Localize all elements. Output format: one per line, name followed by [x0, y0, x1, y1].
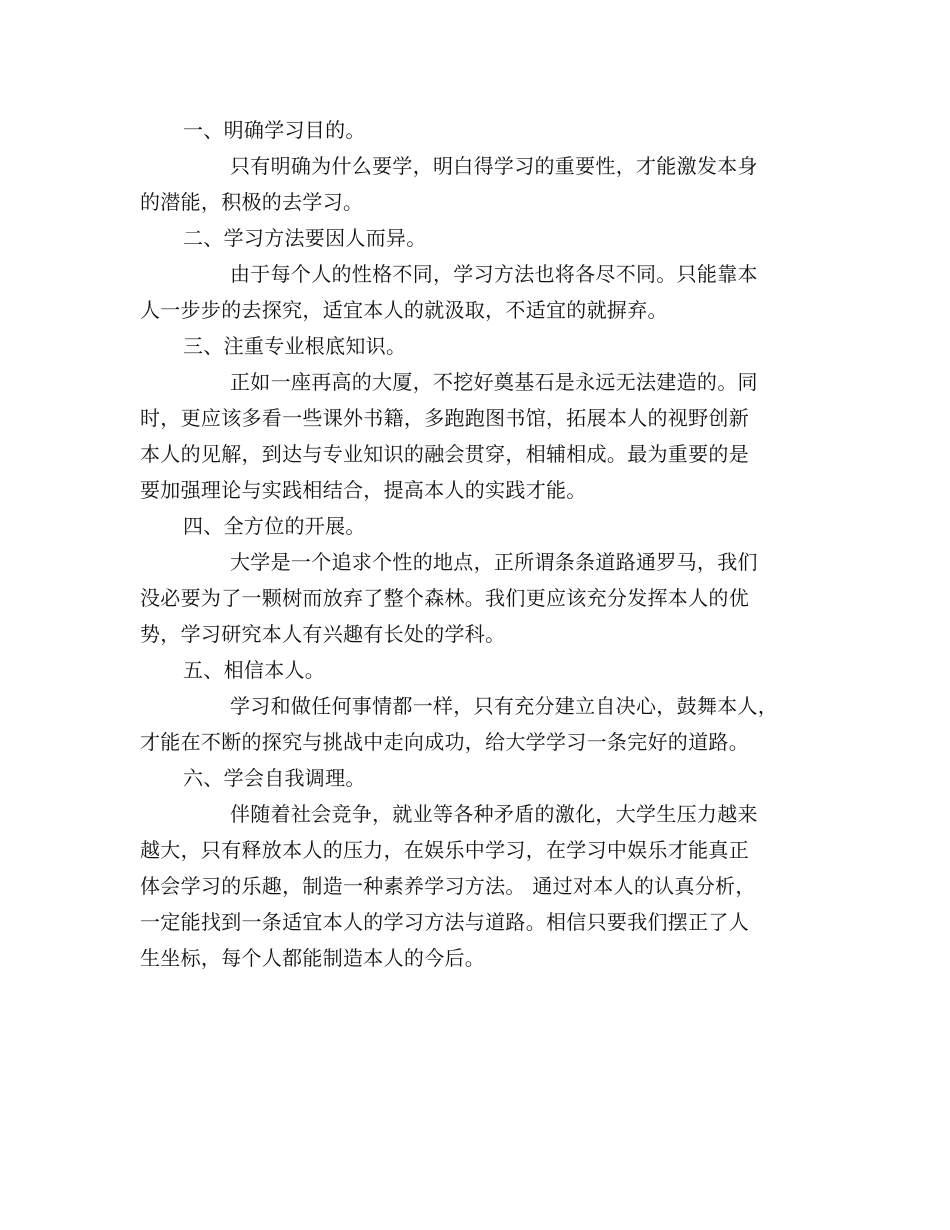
paragraph-line: 势，学习研究本人有兴趣有长处的学科。 — [140, 622, 506, 646]
heading-3: 三、注重专业根底知识。 — [183, 334, 407, 358]
paragraph-line: 一定能找到一条适宜本人的学习方法与道路。相信只要我们摆正了人 — [140, 910, 749, 934]
heading-1: 一、明确学习目的。 — [183, 118, 366, 142]
heading-5: 五、相信本人。 — [183, 658, 326, 682]
paragraph-line: 只有明确为什么要学，明白得学习的重要性，才能激发本身 — [230, 154, 758, 178]
paragraph-line: 本人的见解，到达与专业知识的融会贯穿，相辅相成。最为重要的是 — [140, 442, 749, 466]
paragraph-line: 体会学习的乐趣，制造一种素养学习方法。 通过对本人的认真分析， — [140, 874, 756, 898]
paragraph-line: 要加强理论与实践相结合，提高本人的实践才能。 — [140, 478, 587, 502]
paragraph-line: 的潜能，积极的去学习。 — [140, 190, 364, 214]
paragraph-line: 没必要为了一颗树而放弃了整个森林。我们更应该充分发挥本人的优 — [140, 586, 749, 610]
paragraph-line: 时，更应该多看一些课外书籍，多跑跑图书馆，拓展本人的视野创新 — [140, 406, 749, 430]
paragraph-line: 大学是一个追求个性的地点，正所谓条条道路通罗马，我们 — [230, 550, 758, 574]
heading-2: 二、学习方法要因人而异。 — [183, 226, 427, 250]
heading-4: 四、全方位的开展。 — [183, 514, 366, 538]
paragraph-line: 人一步步的去探究，适宜本人的就汲取，不适宜的就摒弃。 — [140, 298, 668, 322]
paragraph-line: 生坐标，每个人都能制造本人的今后。 — [140, 946, 486, 970]
heading-6: 六、学会自我调理。 — [183, 766, 366, 790]
paragraph-line: 越大，只有释放本人的压力，在娱乐中学习，在学习中娱乐才能真正 — [140, 838, 749, 862]
paragraph-line: 才能在不断的探究与挑战中走向成功，给大学学习一条完好的道路。 — [140, 730, 749, 754]
paragraph-line: 由于每个人的性格不同，学习方法也将各尽不同。只能靠本 — [230, 262, 758, 286]
paragraph-line: 伴随着社会竞争，就业等各种矛盾的激化，大学生压力越来 — [230, 802, 758, 826]
paragraph-line: 学习和做任何事情都一样，只有充分建立自决心，鼓舞本人， — [230, 694, 779, 718]
paragraph-line: 正如一座再高的大厦，不挖好奠基石是永远无法建造的。同 — [230, 370, 758, 394]
